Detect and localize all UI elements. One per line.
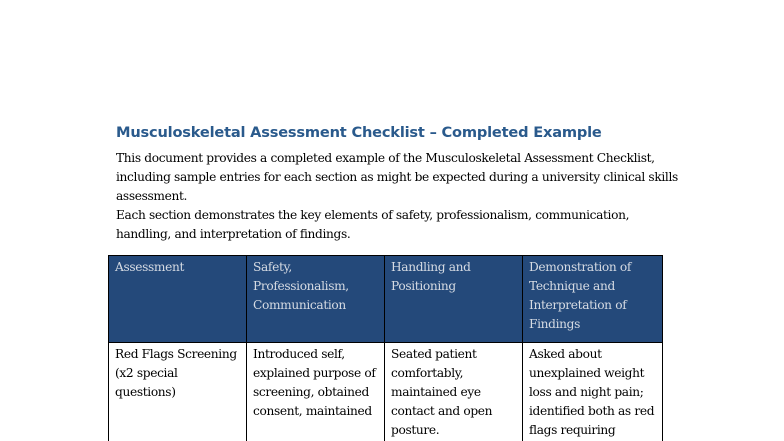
cell-safety: Introduced self, explained purpose of screening, obtained consent, maintained — [247, 343, 385, 441]
cell-assessment: Red Flags Screening (x2 special questions) — [109, 343, 247, 441]
document-title: Musculoskeletal Assessment Checklist – Completed Example — [116, 124, 602, 141]
assessment-checklist-table — [108, 255, 663, 441]
cell-technique: Asked about unexplained weight loss and night pain; identified both as red flags requiring — [523, 343, 663, 441]
header-handling-positioning: Handling and Positioning — [385, 256, 523, 343]
table-header-row — [109, 256, 663, 343]
table-row — [109, 343, 663, 441]
header-safety-professionalism-communication: Safety, Professionalism, Communication — [247, 256, 385, 343]
intro-paragraph-1: This document provides a completed example of the Musculoskeletal Assessment Checklist, including sample entries for each section as might be expected during a university clinical skills assessment. — [116, 151, 678, 203]
intro-text — [116, 149, 686, 244]
intro-paragraph-2: Each section demonstrates the key elements of safety, professionalism, communication, handling, and interpretation of findings. — [116, 208, 630, 241]
header-assessment: Assessment — [109, 256, 247, 343]
header-technique-interpretation: Demonstration of Technique and Interpretation of Findings — [523, 256, 663, 343]
cell-handling: Seated patient comfortably, maintained eye contact and open posture. — [385, 343, 523, 441]
